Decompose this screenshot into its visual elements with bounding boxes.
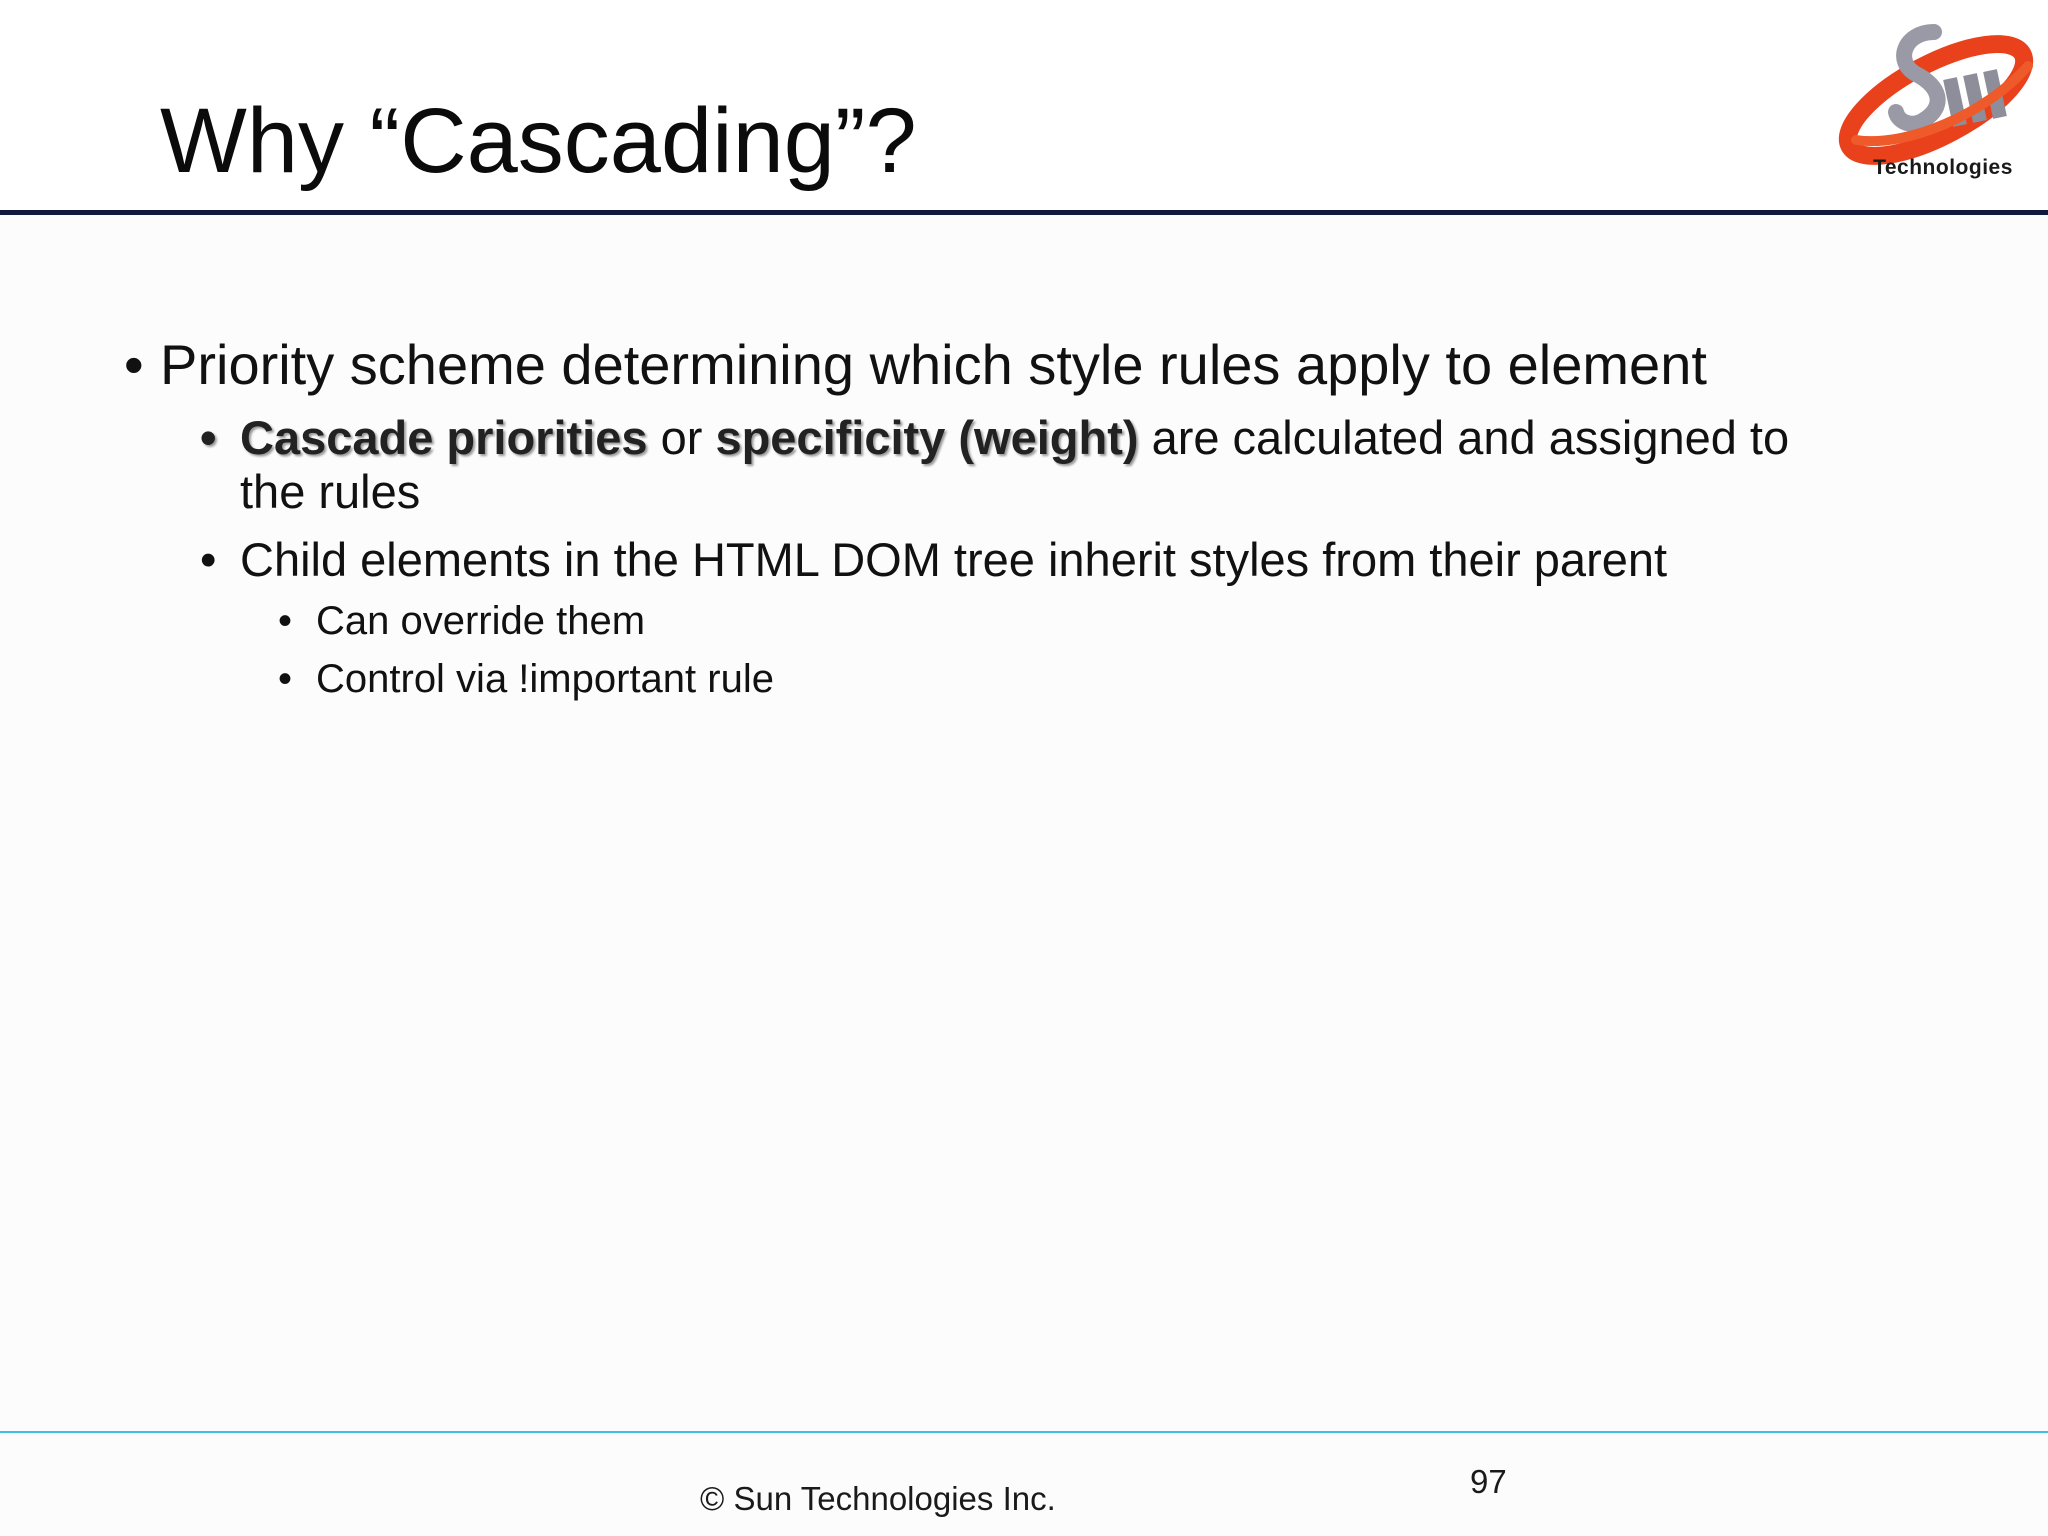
bullet-dot: •	[278, 599, 293, 643]
footer-divider	[0, 1431, 2048, 1433]
bullet-text-continuation: the rules	[240, 465, 421, 518]
connector-text: or	[647, 411, 716, 464]
company-logo	[1816, 22, 2048, 194]
bullet-dot: •	[200, 533, 217, 586]
slide-header	[0, 0, 2048, 212]
bullet-dot: •	[124, 333, 144, 396]
bullet-text: Control via !important rule	[316, 657, 774, 701]
header-divider	[0, 210, 2048, 215]
bullet-text: Priority scheme determining which style rules apply to element	[160, 333, 1707, 396]
slide-title: Why “Cascading”?	[160, 90, 917, 192]
bullet-continuation	[240, 464, 420, 520]
page-number: 97	[1470, 1463, 1507, 1500]
bullet-text-line	[240, 410, 1789, 466]
footer-copyright: © Sun Technologies Inc.	[700, 1480, 1056, 1517]
bullet-dot: •	[278, 657, 293, 701]
bullet-text: Can override them	[316, 599, 646, 643]
bullet-dot: •	[200, 411, 217, 464]
emphasis-term: specificity (weight)	[715, 411, 1139, 464]
emphasis-term: Cascade priorities	[240, 411, 648, 464]
bullet-text-rest: are calculated and assigned to	[1138, 411, 1790, 464]
bullet-text: Child elements in the HTML DOM tree inherit styles from their parent	[240, 533, 1668, 586]
logo-brand-text: Technologies	[1873, 156, 2013, 179]
